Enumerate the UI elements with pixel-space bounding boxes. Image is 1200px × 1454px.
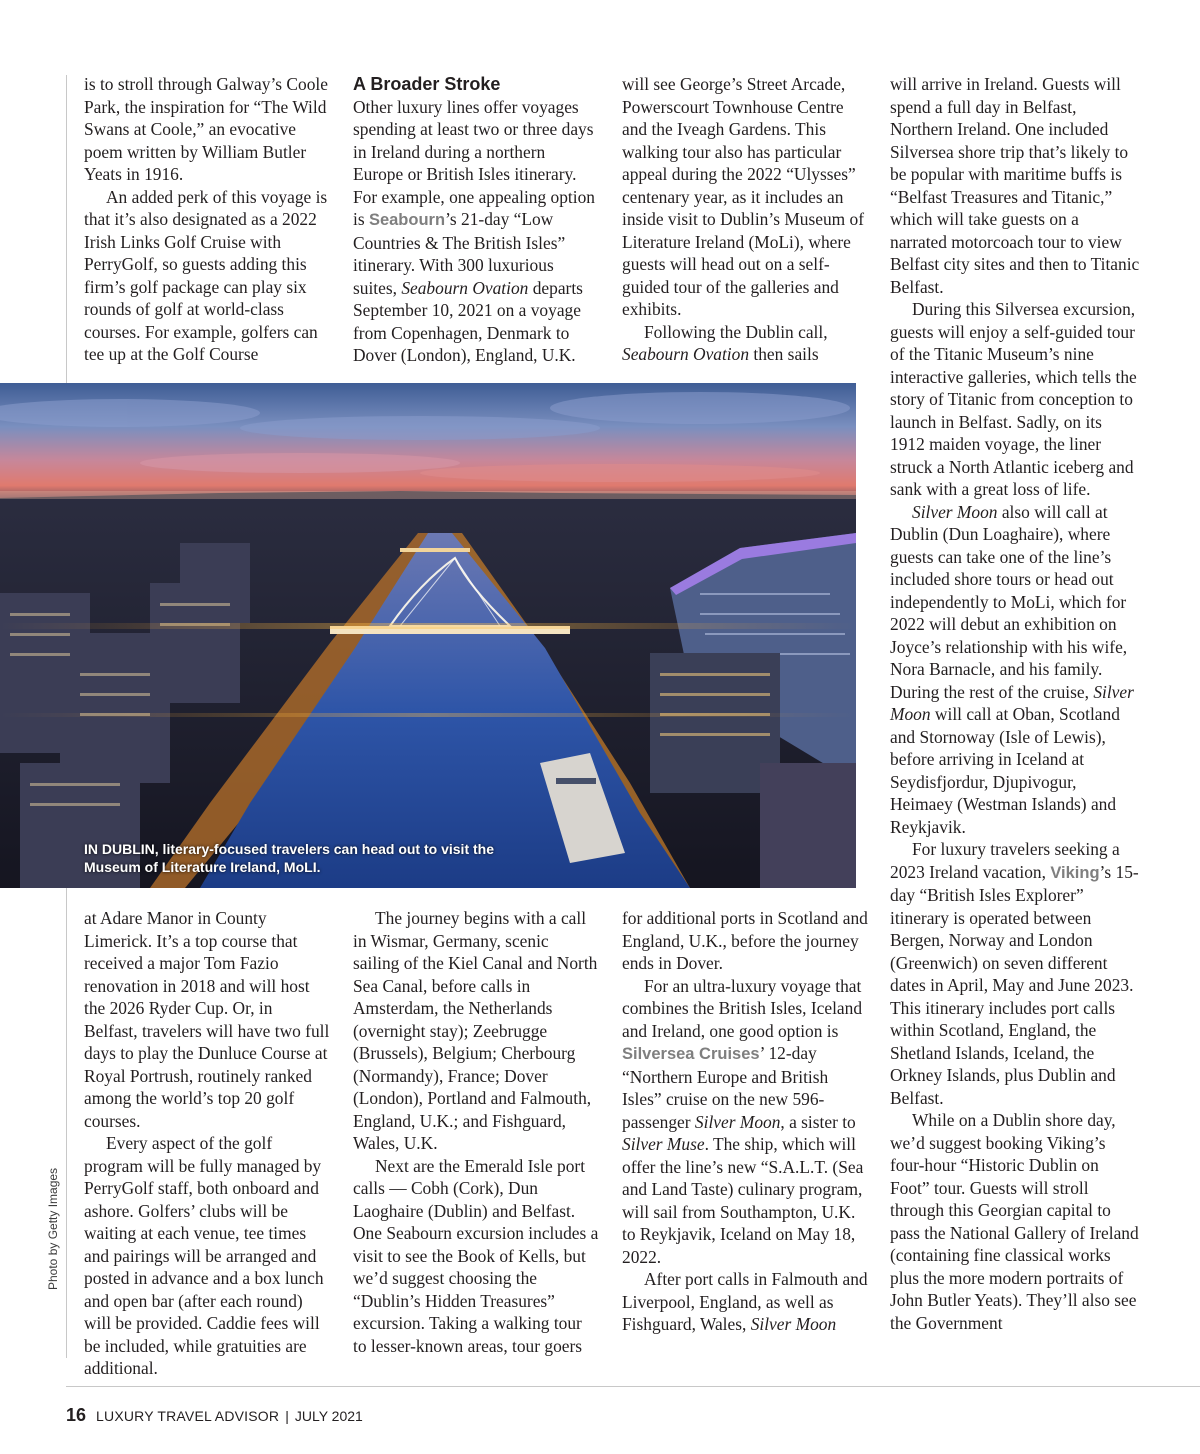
paragraph: will see George’s Street Arcade, Powerscourt Townhouse Centre and the Iveagh Gardens. This walking tour also has particular appeal during the 2022 “Ulysses” centenary year, as it includes an inside visit to Dublin’s Museum of Literature Ireland (MoLi), where guests will head out on a self-guided tour of the galleries and exhibits. <box>622 74 865 319</box>
paragraph: is to stroll through Galway’s Coole Park, the inspiration for “The Wild Swans at Coole,” an evocative poem written by William Butler Yeats in 1916. <box>84 74 328 184</box>
column-2-bottom <box>353 907 599 1357</box>
column-rule-bottom <box>66 888 67 1358</box>
brand-name-silversea: Silversea Cruises <box>622 1045 760 1063</box>
column-1-bottom <box>84 907 330 1380</box>
issue-date: JULY 2021 <box>294 1408 363 1424</box>
paragraph: The journey begins with a call in Wismar, Germany, scenic sailing of the Kiel Canal and North Sea Canal, before calls in Amsterdam, the Netherlands (overnight stay); Zeebrugge (Brussels), Belgium; Cherbourg (Normandy), France; Dover (London), Portland and Falmouth, England, U.K.; and Fishguard, Wales, U.K. <box>353 908 598 1153</box>
paragraph: During this Silversea excursion, guests will enjoy a self-guided tour of the Titanic Museum’s nine interactive galleries, which tells the story of Titanic from conception to launch in Belfast. Sadly, on its 1912 maiden voyage, the liner struck a North Atlantic iceberg and sank with a great loss of life. <box>890 299 1137 499</box>
column-3-top <box>622 73 868 366</box>
photo-credit: Photo by Getty Images <box>46 1167 60 1290</box>
paragraph: Next are the Emerald Isle port calls — Cobh (Cork), Dun Laoghaire (Dublin) and Belfast. One Seabourn excursion includes a visit to see the Book of Kells, but we’d suggest choosing the “Dublin’s Hidden Treasures” excursion. Taking a walking tour to lesser-known areas, tour goers <box>353 1155 599 1356</box>
column-rule-top <box>66 75 67 383</box>
page-number: 16 <box>66 1405 87 1425</box>
column-4 <box>890 73 1140 1334</box>
ship-name: Seabourn Ovation <box>401 277 529 298</box>
paragraph: After port calls in Falmouth and Liverpool, England, as well as Fishguard, Wales, Silver Moon <box>622 1269 868 1334</box>
column-3-bottom <box>622 907 868 1336</box>
column-2-top <box>353 73 599 367</box>
dublin-aerial-photo <box>0 383 856 888</box>
column-1-top <box>84 73 330 366</box>
paragraph: For an ultra-luxury voyage that combines the British Isles, Iceland and Ireland, one good option is Silversea Cruises’ 12-day “Northern Europe and British Isles” cruise on the new 596-passenger Silver Moon, a sister to Silver Muse. The ship, which will offer the line’s new “S.A.L.T. (Sea and Land Taste) culinary program, will sail from Southampton, U.K. to Reykjavik, Iceland on May 18, 2022. <box>622 975 864 1267</box>
magazine-name: LUXURY TRAVEL ADVISOR <box>96 1408 280 1424</box>
section-heading: A Broader Stroke <box>353 74 501 94</box>
page-footer <box>66 1405 363 1426</box>
ship-name: Silver Moon <box>890 681 1134 724</box>
brand-name-seabourn: Seabourn <box>368 211 446 229</box>
ship-name: Seabourn Ovation <box>622 344 750 364</box>
ship-name: Silver Muse <box>622 1134 705 1154</box>
ship-name: Silver Moon <box>912 501 998 522</box>
brand-name-viking: Viking <box>1050 863 1100 882</box>
paragraph: For luxury travelers seeking a 2023 Ireland vacation, Viking’s 15-day “British Isles Explorer” itinerary is operated between Bergen, Norway and London (Greenwich) on seven different dates in April, May and June 2023. This itinerary includes port calls within Scotland, England, the Shetland Islands, Iceland, the Orkney Islands, plus Dublin and Belfast. <box>890 839 1139 1108</box>
photo-caption: IN DUBLIN, literary-focused travelers can head out to visit the Museum of Literature Ireland, MoLI. <box>84 841 494 875</box>
paragraph: for additional ports in Scotland and England, U.K., before the journey ends in Dover. <box>622 908 868 973</box>
footer-separator: | <box>285 1408 289 1424</box>
ship-name: Silver Moon <box>750 1314 837 1334</box>
paragraph: An added perk of this voyage is that it’s also designated as a 2022 Irish Links Golf Cruise with PerryGolf, so guests adding this firm’s golf package can play six rounds of golf at world-class courses. For example, golfers can tee up at the Golf Course <box>84 186 328 364</box>
paragraph: Following the Dublin call, Seabourn Ovation then sails <box>622 321 828 364</box>
paragraph: While on a Dublin shore day, we’d suggest booking Viking’s four-hour “Historic Dublin on Foot” tour. Guests will stroll through this Georgian capital to pass the National Gallery of Ireland (containing fine classical works plus the more modern portraits of John Butler Yeats). They’ll also see the Government <box>890 1110 1139 1333</box>
ship-name: Silver Moon <box>694 1111 781 1132</box>
footer-rule <box>66 1386 1200 1387</box>
paragraph: Every aspect of the golf program will be fully managed by PerryGolf staff, both onboard and ashore. Golfers’ clubs will be waiting at each venue, tee times and pairings will be arranged and posted in advance and a box lunch and open bar (after each round) will be provided. Caddie fees will be included, while gratuities are additional. <box>84 1133 324 1378</box>
paragraph: will arrive in Ireland. Guests will spend a full day in Belfast, Northern Ireland. One included Silversea shore trip that’s likely to be popular with maritime buffs is “Belfast Treasures and Titanic,” which will take guests on a narrated motorcoach tour to view Belfast city sites and then to Titanic Belfast. <box>890 74 1140 297</box>
paragraph: at Adare Manor in County Limerick. It’s a top course that received a major Tom Fazio renovation in 2018 and will host the 2026 Ryder Cup. Or, in Belfast, travelers will have two full days to play the Dunluce Course at Royal Portrush, routinely ranked among the world’s top 20 golf courses. <box>84 908 330 1131</box>
paragraph: Other luxury lines offer voyages spending at least two or three days in Ireland during a northern Europe or British Isles itinerary. For example, one appealing option is Seabourn’s 21-day “Low Countries & The British Isles” itinerary. With 300 luxurious suites, Seabourn Ovation departs September 10, 2021 on a voyage from Copenhagen, Denmark to Dover (London), England, U.K. <box>353 96 595 365</box>
paragraph: Silver Moon also will call at Dublin (Dun Loaghaire), where guests can take one of the line’s included shore tours or head out independently to MoLi, which for 2022 will debut an exhibition on Joyce’s relationship with his wife, Nora Barnacle, and his family. During the rest of the cruise, Silver Moon will call at Oban, Scotland and Stornoway (Isle of Lewis), before arriving in Iceland at Seydisfjordur, Djupivogur, Heimaey (Westman Islands) and Reykjavik. <box>890 501 1134 837</box>
